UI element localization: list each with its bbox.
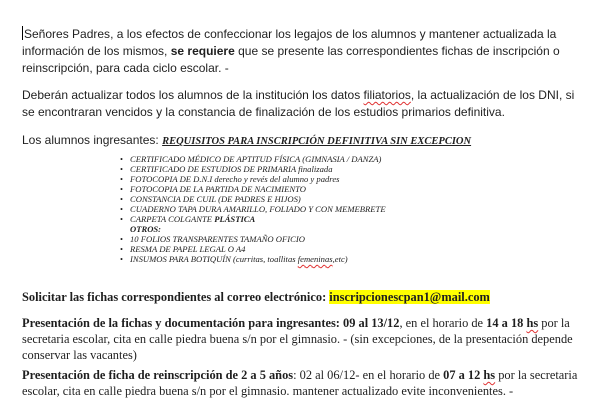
- list-item: • INSUMOS PARA BOTIQUÍN (curritas, toallitas femeninas,etc): [118, 254, 386, 264]
- list-item: • CUADERNO TAPA DURA AMARILLO, FOLIADO Y CON MEMEBRETE: [118, 204, 386, 214]
- list-item: • CONSTANCIA DE CUIL (DE PADRES E HIJOS): [118, 194, 386, 204]
- spellcheck-word: hs: [483, 368, 496, 382]
- list-item: • CERTIFICADO DE ESTUDIOS DE PRIMARIA finalizada: [118, 164, 386, 174]
- list-item: • FOTOCOPIA DE D.N.I derecho y revés del alumno y padres: [118, 174, 386, 184]
- update-paragraph: Deberán actualizar todos los alumnos de la institución los datos filiatorios, la actualización de los DNI, si se encontraran vencidos y la constancia de finalización de los estudios primarios definitiva.: [22, 88, 575, 119]
- list-item: • 10 FOLIOS TRANSPARENTES TAMAÑO OFICIO: [118, 234, 386, 244]
- spellcheck-word: hs: [526, 316, 539, 330]
- ingresantes-line: Los alumnos ingresantes: REQUISITOS PARA INSCRIPCIÓN DEFINITIVA SIN EXCEPCION: [22, 133, 472, 147]
- text-cursor: [22, 26, 23, 40]
- intro-paragraph: Señores Padres, a los efectos de confeccionar los legajos de los alumnos y mantener actualizada la información de los mismos, se requiere que se presente las correspondientes fichas de inscripción o reinscripción, para cada ciclo escolar. -: [22, 27, 560, 75]
- spellcheck-word: filiatorios: [363, 88, 411, 102]
- presentacion-ingresantes-paragraph: Presentación de la fichas y documentación para ingresantes: 09 al 13/12, en el horario de 14 a 18 hs por la secretaria escolar, cita en calle piedra buena s/n por el gimnasio. - (sin excepciones, de la presentación depende conservar las vacantes): [22, 316, 573, 362]
- solicitar-line: Solicitar las fichas correspondientes al correo electrónico: inscripcionescpan1@mail.com: [22, 290, 490, 304]
- reinscripcion-paragraph: Presentación de ficha de reinscripción de 2 a 5 años: 02 al 06/12- en el horario de 07 a 12 hs por la secretaria escolar, cita en calle piedra buena s/n por el gimnasio. mantener actualizado evite inconvenientes. -: [22, 368, 578, 398]
- list-item: • RESMA DE PAPEL LEGAL O A4: [118, 244, 386, 254]
- list-item: • FOTOCOPIA DE LA PARTIDA DE NACIMIENTO: [118, 184, 386, 194]
- email-address: inscripcionescpan1@mail.com: [329, 290, 490, 304]
- otros-label: OTROS:: [130, 224, 162, 234]
- requirement-emphasis: se requiere: [170, 44, 235, 58]
- requirements-list: [118, 154, 386, 264]
- spellcheck-word: femeninas: [297, 254, 333, 264]
- requirements-heading: REQUISITOS PARA INSCRIPCIÓN DEFINITIVA SIN EXCEPCION: [162, 136, 472, 147]
- list-item: • CERTIFICADO MÉDICO DE APTITUD FÍSICA (GIMNASIA / DANZA): [118, 154, 386, 164]
- greeting: Señores Padres: [24, 27, 111, 41]
- list-item: • CARPETA COLGANTE PLÁSTICA: [118, 214, 386, 224]
